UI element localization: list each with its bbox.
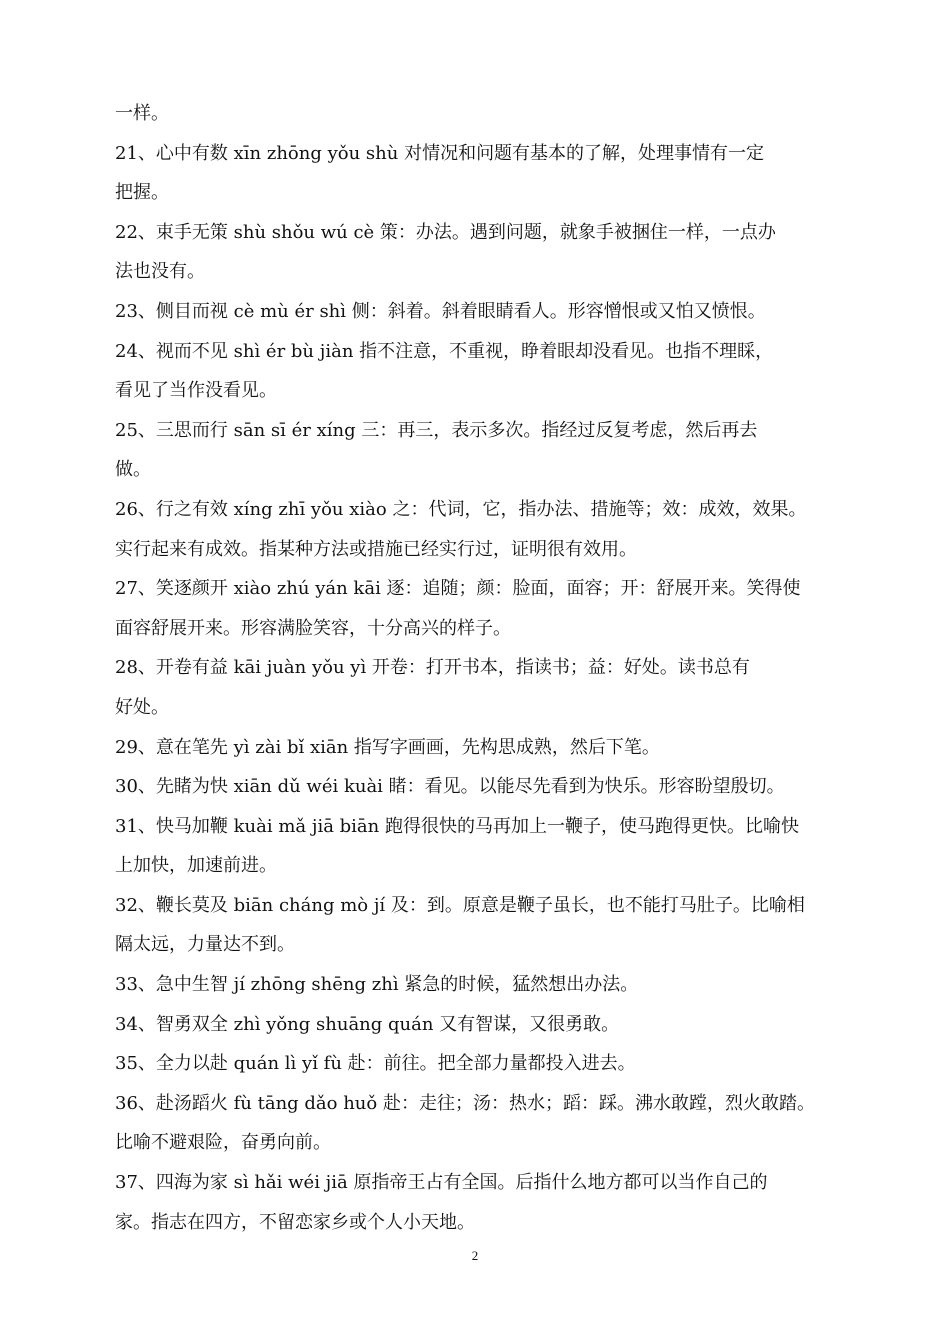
- text-line: 24、视而不见 shì ér bù jiàn 指不注意，不重视，睁着眼却没看见。也指不理睬，: [115, 340, 774, 362]
- text-line: 36、赴汤蹈火 fù tāng dǎo huǒ 赴：走往；汤：热水；蹈：踩。沸水敢蹚，烈火敢踏。: [115, 1092, 815, 1114]
- text-line: 家。指志在四方，不留恋家乡或个人小天地。: [115, 1211, 475, 1233]
- text-line: 做。: [115, 459, 151, 481]
- text-line: 35、全力以赴 quán lì yǐ fù 赴：前往。把全部力量都投入进去。: [115, 1053, 636, 1075]
- text-line: 32、鞭长莫及 biān cháng mò jí 及：到。原意是鞭子虽长，也不能打马肚子。比喻相: [115, 894, 805, 916]
- text-line: 面容舒展开来。形容满脸笑容，十分高兴的样子。: [115, 617, 511, 639]
- text-line: 把握。: [115, 182, 169, 204]
- text-line: 30、先睹为快 xiān dǔ wéi kuài 睹：看见。以能尽先看到为快乐。形容盼望殷切。: [115, 776, 785, 798]
- text-line: 27、笑逐颜开 xiào zhú yán kāi 逐：追随；颜：脸面，面容；开：舒展开来。笑得使: [115, 578, 801, 600]
- text-line: 上加快，加速前进。: [115, 855, 277, 877]
- page-number: 2: [471, 1248, 479, 1263]
- text-line: 实行起来有成效。指某种方法或措施已经实行过，证明很有效用。: [115, 538, 637, 560]
- text-line: 37、四海为家 sì hǎi wéi jiā 原指帝王占有全国。后指什么地方都可以当作自己的: [115, 1172, 768, 1194]
- text-line: 看见了当作没看见。: [115, 380, 277, 402]
- text-line: 25、三思而行 sān sī ér xíng 三：再三，表示多次。指经过反复考虑，然后再去: [115, 419, 758, 441]
- text-line: 33、急中生智 jí zhōng shēng zhì 紧急的时候，猛然想出办法。: [115, 974, 639, 996]
- text-line: 一样。: [115, 103, 169, 124]
- text-line: 29、意在笔先 yì zài bǐ xiān 指写字画画，先构思成熟，然后下笔。: [115, 736, 660, 758]
- text-line: 21、心中有数 xīn zhōng yǒu shù 对情况和问题有基本的了解，处理事情有一定: [115, 142, 765, 164]
- text-line: 31、快马加鞭 kuài mǎ jiā biān 跑得很快的马再加上一鞭子，使马跑得更快。比喻快: [115, 815, 799, 837]
- text-line: 隔太远，力量达不到。: [115, 934, 295, 956]
- text-line: 22、束手无策 shù shǒu wú cè 策：办法。遇到问题，就象手被捆住一样，一点办: [115, 221, 776, 243]
- text-line: 28、开卷有益 kāi juàn yǒu yì 开卷：打开书本，指读书；益：好处。读书总有: [115, 657, 750, 679]
- text-line: 34、智勇双全 zhì yǒng shuāng quán 又有智谋，又很勇敢。: [115, 1013, 620, 1035]
- text-line: 好处。: [115, 696, 169, 718]
- document-body: [115, 94, 840, 1242]
- text-line: 23、侧目而视 cè mù ér shì 侧：斜着。斜着眼睛看人。形容憎恨或又怕又愤恨。: [115, 300, 766, 322]
- text-line: 比喻不避艰险，奋勇向前。: [115, 1132, 331, 1154]
- text-line: 法也没有。: [115, 261, 205, 283]
- text-line: 26、行之有效 xíng zhī yǒu xiào 之：代词，它，指办法、措施等；效：成效，效果。: [115, 498, 807, 520]
